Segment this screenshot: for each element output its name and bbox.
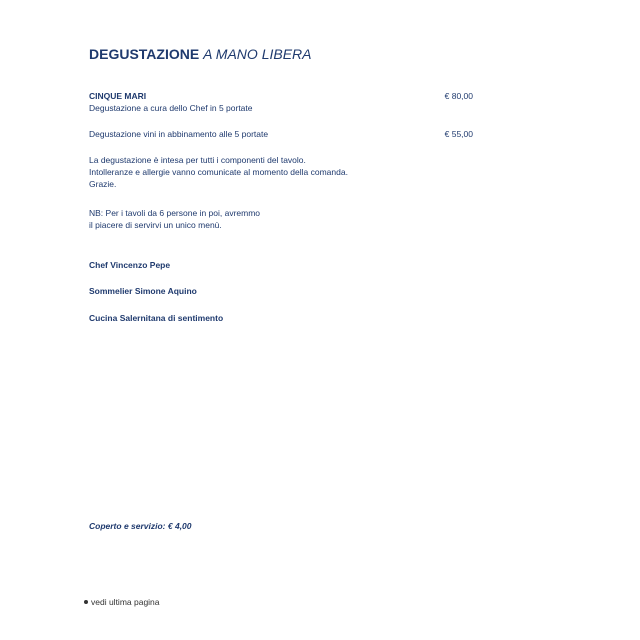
menu-item-wine-pairing [89,128,473,140]
menu-item-description: Degustazione vini in abbinamento alle 5 portate [89,129,269,139]
menu-item-price: € 80,00 [444,91,473,101]
tagline: Cucina Salernitana di sentimento [89,313,224,323]
title-italic: A MANO LIBERA [203,46,312,62]
menu-item-name: CINQUE MARI [89,91,147,101]
info-line: La degustazione è intesa per tutti i componenti del tavolo. [89,155,306,165]
menu-item-price: € 55,00 [444,129,473,139]
info-line: Grazie. [89,179,117,189]
title-bold: DEGUSTAZIONE [89,46,200,62]
bullet-icon [84,600,88,604]
chef-credit: Chef Vincenzo Pepe [89,260,171,270]
menu-item-cinque-mari [89,90,473,114]
nb-line: NB: Per i tavoli da 6 persone in poi, avremmo [89,208,261,218]
nb-line: il piacere di servirvi un unico menù. [89,220,222,230]
nb-note [89,207,260,231]
coperto-servizio: Coperto e servizio: € 4,00 [89,521,192,531]
menu-item-description: Degustazione a cura dello Chef in 5 portate [89,103,253,113]
info-note [89,154,348,190]
footnote [84,597,160,607]
page-title [89,46,312,62]
footnote-text: vedi ultima pagina [91,597,160,607]
sommelier-credit: Sommelier Simone Aquino [89,286,197,296]
info-line: Intolleranze e allergie vanno comunicate al momento della comanda. [89,167,348,177]
